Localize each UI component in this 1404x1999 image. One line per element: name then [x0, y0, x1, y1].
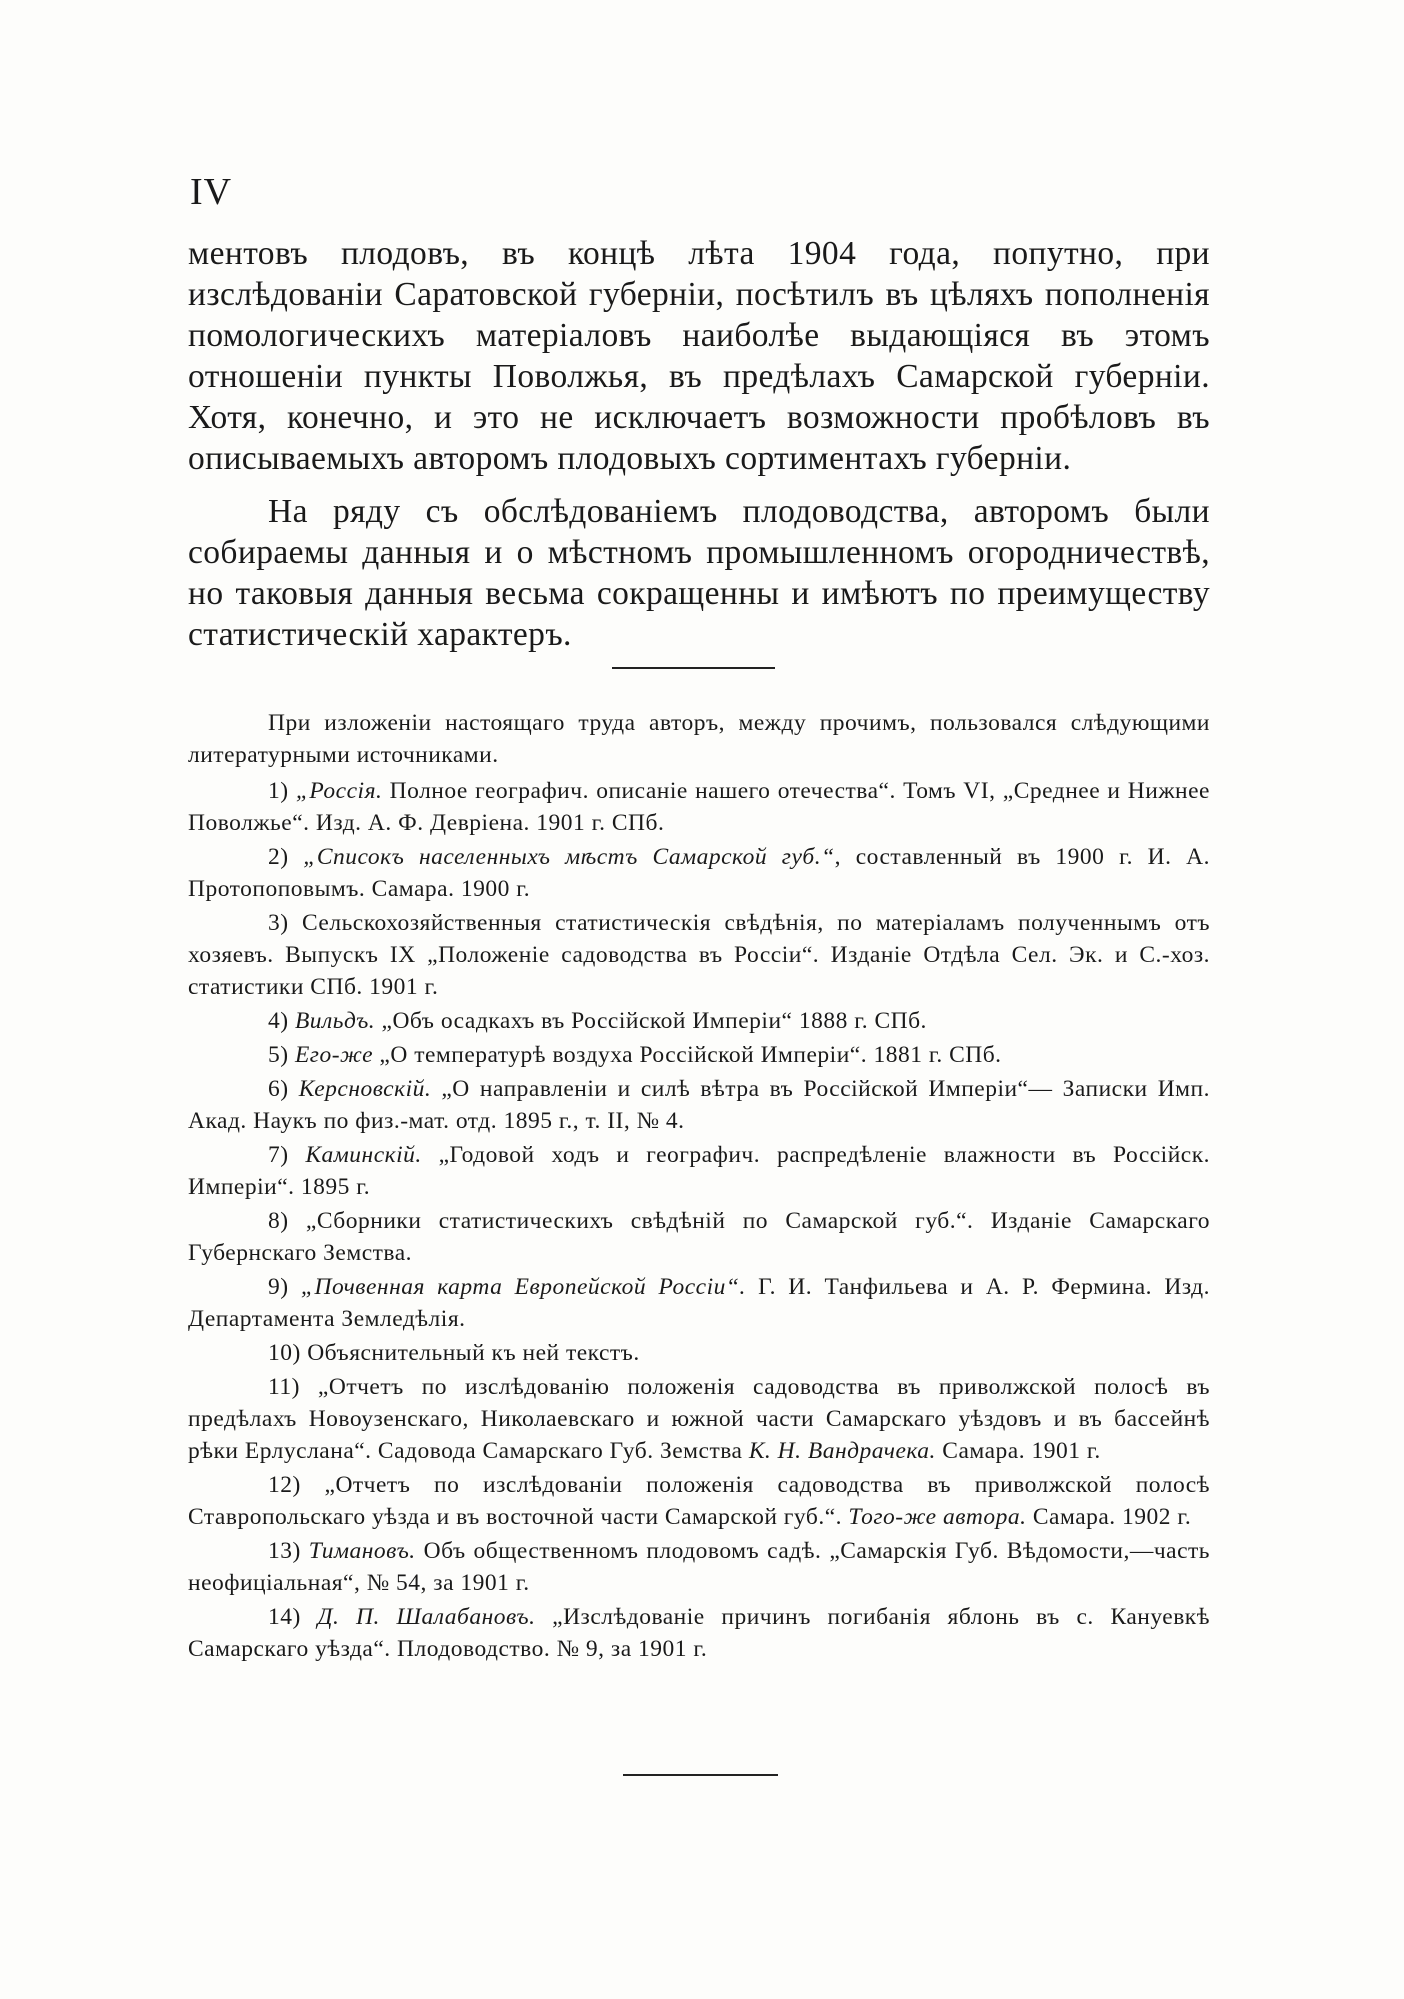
references-section — [188, 707, 1210, 1667]
reference-text: „Отчетъ по изслѣдованіи положенія садоводства въ приволжской полосѣ Ставропольскаго уѣзда и въ восточной части Самарской губ.“. — [188, 1472, 1210, 1530]
reference-author: Тимановъ. — [308, 1538, 416, 1564]
reference-item — [188, 1469, 1210, 1533]
reference-text: „Объ осадкахъ въ Россійской Имперіи“ 1888 г. СПб. — [375, 1008, 927, 1034]
reference-text: „О направленіи и силѣ вѣтра въ Россійской Имперіи“— Записки Имп. Акад. Наукъ по физ.-мат. отд. 1895 г., т. II, № 4. — [188, 1076, 1211, 1134]
reference-italic2: К. Н. Вандрачека. — [748, 1438, 936, 1464]
reference-text: Г. И. Танфильева и А. Р. Фермина. Изд. Департамента Земледѣлія. — [188, 1274, 1211, 1332]
reference-text: Сельскохозяйственныя статистическія свѣдѣнія, по матеріаламъ полученнымъ отъ хозяевъ. Выпускъ IX „Положеніе садоводства въ Россіи“. Изданіе Отдѣла Сел. Эк. и С.-хоз. статистики СПб. 1901 г. — [188, 910, 1210, 1000]
reference-author: Его-же — [294, 1042, 374, 1068]
reference-text: „О температурѣ воздуха Россійской Имперіи“. 1881 г. СПб. — [373, 1042, 1002, 1068]
reference-text: „Сборники статистическихъ свѣдѣній по Самарской губ.“. Изданіе Самарскаго Губернскаго Земства. — [188, 1208, 1211, 1266]
reference-num: 13) — [268, 1538, 309, 1564]
reference-text: Полное географич. описаніе нашего отечества“. Томъ VI, „Среднее и Нижнее Поволжье“. Изд. А. Ф. Девріена. 1901 г. СПб. — [188, 778, 1210, 836]
reference-num: 8) — [268, 1208, 306, 1234]
section-divider — [612, 667, 775, 669]
reference-author: Каминскій. — [305, 1142, 422, 1168]
reference-text2: Самара. 1901 г. — [935, 1438, 1101, 1464]
reference-item — [188, 1205, 1210, 1269]
reference-num: 3) — [268, 910, 302, 936]
reference-italic: „Почвенная карта Европейской Россіи“. — [300, 1274, 746, 1300]
reference-text: „Годовой ходъ и географич. распредѣленіе влажности въ Россійск. Имперіи“. 1895 г. — [188, 1142, 1211, 1200]
reference-num: 4) — [268, 1008, 295, 1034]
reference-num: 7) — [268, 1142, 306, 1168]
reference-italic: „Россія. — [295, 778, 383, 804]
reference-item — [188, 841, 1210, 905]
reference-author: Керсновскій. — [298, 1076, 432, 1102]
reference-text: „Изслѣдованіе причинъ погибанія яблонь въ с. Кануевкѣ Самарскаго уѣзда“. Плодоводство. № 9, за 1901 г. — [188, 1604, 1210, 1662]
references-list — [188, 775, 1210, 1665]
reference-num: 12) — [268, 1472, 325, 1498]
reference-item — [188, 1371, 1210, 1467]
main-paragraph: ментовъ плодовъ, въ концѣ лѣта 1904 года, попутно, при изслѣдованіи Саратовской губерніи, посѣтилъ въ цѣляхъ пополненія помологическихъ матеріаловъ наиболѣе выдающіяся въ этомъ отношеніи пункты Поволжья, въ предѣлахъ Самарской губерніи. Хотя, конечно, и это не исключаетъ возможности пробѣловъ въ описываемыхъ авторомъ плодовыхъ сортиментахъ губерніи. — [188, 235, 1210, 477]
end-divider — [623, 1774, 778, 1776]
reference-item — [188, 775, 1210, 839]
reference-num: 9) — [268, 1274, 301, 1300]
reference-italic: „Списокъ населенныхъ мѣстъ Самарской губ.“ — [303, 844, 835, 870]
reference-num: 2) — [268, 844, 304, 870]
main-paragraph: На ряду съ обслѣдованіемъ плодоводства, авторомъ были собираемы данныя и о мѣстномъ промышленномъ огородничествѣ, но таковыя данныя весьма сокращенны и имѣютъ по преимуществу статистическій характеръ. — [188, 493, 1210, 653]
reference-item — [188, 907, 1210, 1003]
reference-author: Д. П. Шалабановъ. — [317, 1604, 536, 1630]
reference-item — [188, 1337, 1210, 1369]
reference-item — [188, 1535, 1210, 1599]
reference-item — [188, 1039, 1210, 1071]
reference-num: 11) — [268, 1374, 318, 1400]
reference-text: Объ общественномъ плодовомъ садѣ. „Самарскія Губ. Вѣдомости,—часть неофиціальная“, № 54, за 1901 г. — [188, 1538, 1210, 1596]
page-number: IV — [190, 171, 233, 213]
reference-item — [188, 1005, 1210, 1037]
reference-num: 5) — [268, 1042, 295, 1068]
main-text — [188, 233, 1210, 655]
reference-item — [188, 1073, 1210, 1137]
reference-num: 10) — [268, 1340, 308, 1366]
references-intro: При изложеніи настоящаго труда авторъ, между прочимъ, пользовался слѣдующими литературными источниками. — [188, 710, 1210, 768]
reference-text: Объяснительный къ ней текстъ. — [307, 1340, 640, 1366]
reference-num: 1) — [268, 778, 296, 804]
reference-item — [188, 1139, 1210, 1203]
reference-italic2: Того-же автора. — [848, 1504, 1027, 1530]
reference-text: „Отчетъ по изслѣдованію положенія садоводства въ приволжской полосѣ въ предѣлахъ Новоузенскаго, Николаевскаго и южной части Самарскаго уѣздовъ и въ бассейнѣ рѣки Ерлуслана“. Садовода Самарскаго Губ. Земства — [188, 1374, 1210, 1464]
reference-num: 6) — [268, 1076, 299, 1102]
reference-item — [188, 1601, 1210, 1665]
reference-text2: Самара. 1902 г. — [1026, 1504, 1192, 1530]
reference-author: Вильдъ. — [294, 1008, 376, 1034]
reference-text: , составленный въ 1900 г. И. А. Протопоповымъ. Самара. 1900 г. — [188, 844, 1210, 902]
reference-num: 14) — [268, 1604, 318, 1630]
reference-item — [188, 1271, 1210, 1335]
